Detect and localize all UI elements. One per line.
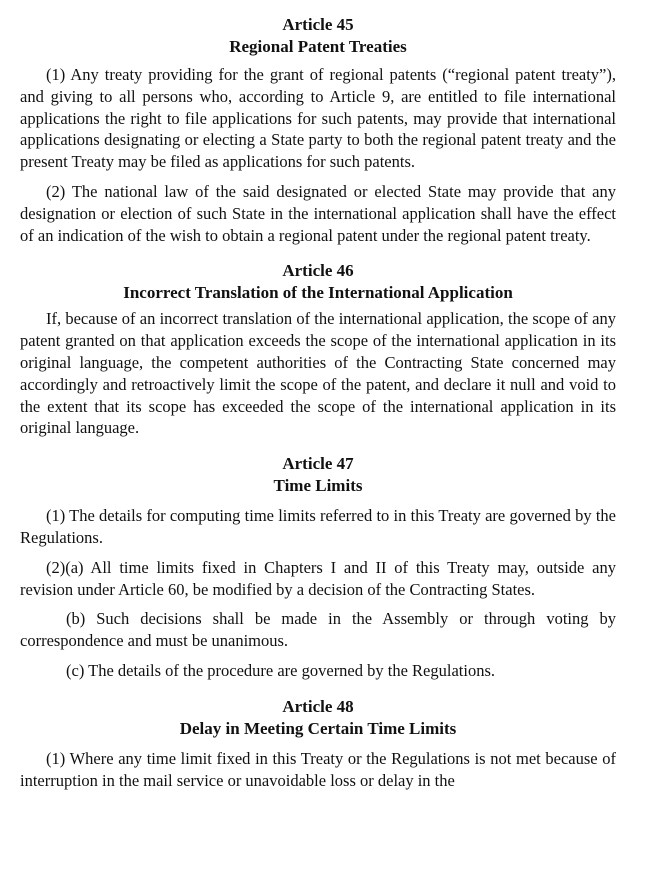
- article-paragraph: (1) Any treaty providing for the grant of regional patents (“regional patent treaty”), and giving to all persons who, according to Article 9, are entitled to file international applications the right to file applications for such patents, may provide that international applications designating or electing a State party to both the regional patent treaty and the present Treaty may be filed as applications for such patents.: [20, 65, 616, 172]
- article-number: Article 45: [282, 15, 354, 34]
- article-number: Article 48: [282, 696, 354, 716]
- article-paragraph: (1) Where any time limit fixed in this Treaty or the Regulations is not met because of interruption in the mail service or unavoidable loss or delay in the: [20, 748, 616, 790]
- article-48: [20, 696, 616, 792]
- article-title: Incorrect Translation of the International Application: [123, 283, 513, 303]
- article-title: Regional Patent Treaties: [229, 37, 407, 56]
- article-paragraph: (2) The national law of the said designated or elected State may provide that any designation or election of such State in the international application shall have the effect of an indication of the wish to obtain a regional patent under the regional patent treaty.: [20, 181, 616, 245]
- article-number: Article 46: [282, 261, 354, 281]
- article-title: Time Limits: [273, 476, 363, 496]
- article-title: Delay in Meeting Certain Time Limits: [179, 718, 457, 738]
- article-46: [20, 260, 616, 439]
- article-subparagraph: (c) The details of the procedure are governed by the Regulations.: [66, 660, 495, 680]
- article-45: [20, 14, 616, 246]
- article-subparagraph: (b) Such decisions shall be made in the Assembly or through voting by correspondence and must be unanimous.: [20, 609, 616, 651]
- article-47: [20, 453, 616, 682]
- article-paragraph: (1) The details for computing time limits referred to in this Treaty are governed by the Regulations.: [20, 506, 616, 547]
- article-number: Article 47: [282, 454, 354, 474]
- article-paragraph: (2)(a) All time limits fixed in Chapters I and II of this Treaty may, outside any revision under Article 60, be modified by a decision of the Contracting States.: [20, 557, 616, 599]
- article-paragraph: If, because of an incorrect translation of the international application, the scope of any patent granted on that application exceeds the scope of the international application in its original language, the competent authorities of the Contracting State concerned may accordingly and retroactively limit the scope of the patent, and declare it null and void to the extent that its scope has exceeded the scope of the international application in its original language.: [20, 309, 616, 438]
